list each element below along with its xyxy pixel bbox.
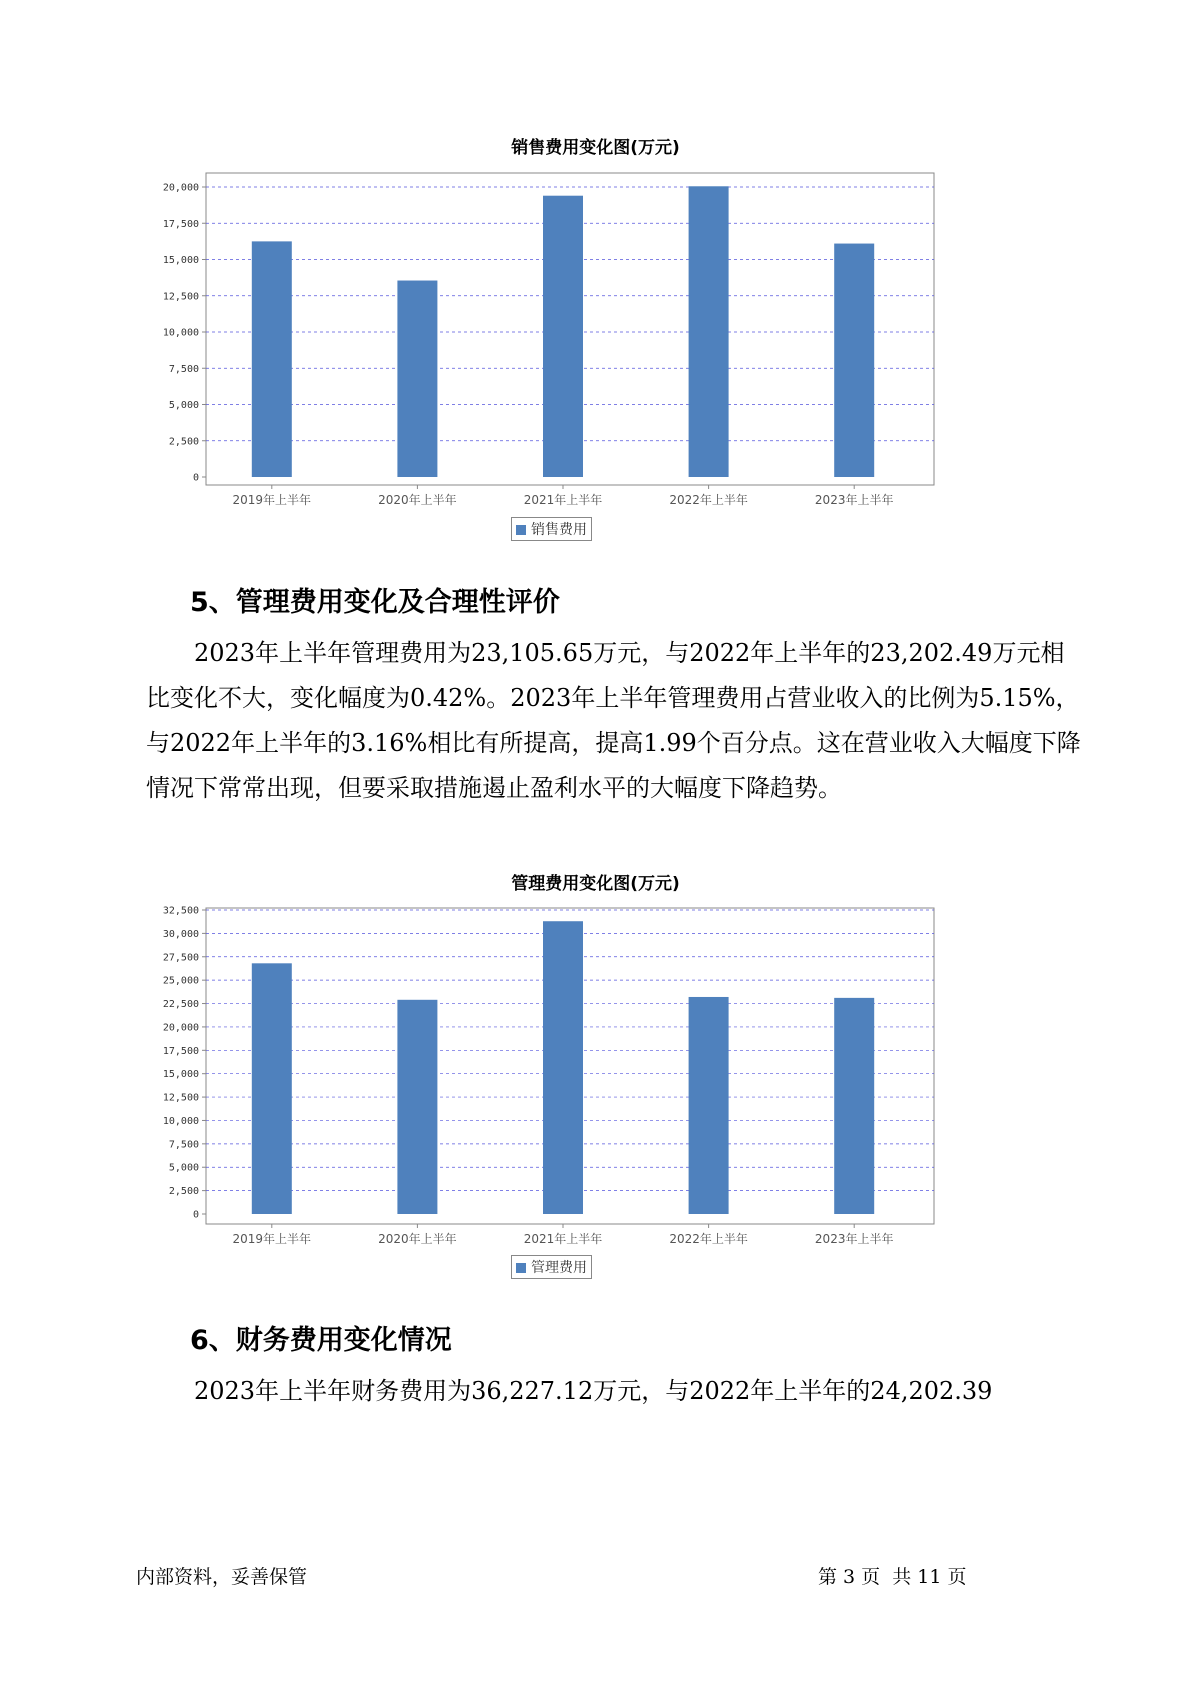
chart-legend bbox=[511, 1255, 592, 1279]
y-tick-label: 10,000 bbox=[162, 327, 199, 339]
y-tick-label: 30,000 bbox=[162, 928, 199, 940]
y-tick-label: 12,500 bbox=[162, 1092, 199, 1104]
y-tick-label: 32,500 bbox=[162, 905, 199, 917]
legend-label: 销售费用 bbox=[531, 522, 587, 538]
y-tick-label: 15,000 bbox=[162, 255, 199, 266]
bar bbox=[397, 1000, 437, 1214]
y-tick-label: 17,500 bbox=[162, 218, 199, 230]
footer-left: 内部资料，妥善保管 bbox=[136, 1566, 308, 1588]
y-tick-label: 27,500 bbox=[162, 952, 199, 964]
y-tick-label: 10,000 bbox=[162, 1115, 199, 1127]
y-tick-label: 22,500 bbox=[162, 999, 199, 1011]
y-tick-label: 20,000 bbox=[162, 182, 199, 194]
footer-right: 第 3 页 共 11 页 bbox=[818, 1566, 967, 1588]
x-category-label: 2019年上半年 bbox=[232, 1232, 312, 1246]
x-category-label: 2021年上半年 bbox=[523, 493, 603, 507]
legend-label: 管理费用 bbox=[531, 1260, 587, 1276]
y-tick-label: 12,500 bbox=[162, 291, 199, 303]
bar bbox=[689, 997, 729, 1214]
bar bbox=[252, 963, 292, 1214]
y-tick-label: 7,500 bbox=[168, 363, 199, 375]
x-category-label: 2019年上半年 bbox=[232, 493, 312, 507]
bar bbox=[834, 998, 874, 1214]
x-category-label: 2022年上半年 bbox=[669, 493, 748, 507]
x-category-label: 2020年上半年 bbox=[378, 493, 457, 507]
section-6-heading: 6、财务费用变化情况 bbox=[190, 1325, 452, 1356]
y-tick-label: 15,000 bbox=[162, 1069, 199, 1081]
y-tick-label: 17,500 bbox=[162, 1045, 199, 1057]
legend-swatch bbox=[516, 1263, 526, 1273]
y-tick-label: 2,500 bbox=[168, 1186, 199, 1198]
y-tick-label: 5,000 bbox=[168, 400, 199, 411]
x-category-label: 2021年上半年 bbox=[523, 1232, 603, 1246]
x-category-label: 2023年上半年 bbox=[814, 493, 894, 507]
x-category-label: 2020年上半年 bbox=[378, 1232, 457, 1246]
paragraph-text: 2023年上半年财务费用为36,227.12万元，与2022年上半年的24,202.39 bbox=[194, 1377, 993, 1405]
section-6-paragraph bbox=[146, 1369, 1081, 1414]
bar bbox=[543, 921, 583, 1214]
chart-title: 销售费用变化图(万元) bbox=[511, 138, 680, 158]
y-tick-label: 5,000 bbox=[168, 1162, 199, 1174]
section-5-heading: 5、管理费用变化及合理性评价 bbox=[190, 587, 560, 618]
paragraph-text: 2023年上半年管理费用为23,105.65万元，与2022年上半年的23,202.49万元相比变化不大，变化幅度为0.42%。2023年上半年管理费用占营业收入的比例为5.15%，与2022年上半年的3.16%相比有所提高，提高1.99个百分点。这在营业收入大幅度下降情况下常常出现，但要采取措施遏止盈利水平的大幅度下降趋势。 bbox=[146, 639, 1081, 802]
y-tick-label: 0 bbox=[192, 472, 199, 484]
y-tick-label: 2,500 bbox=[168, 436, 199, 448]
chart-title: 管理费用变化图(万元) bbox=[511, 874, 680, 894]
x-category-label: 2023年上半年 bbox=[814, 1232, 894, 1246]
y-tick-label: 7,500 bbox=[168, 1139, 199, 1151]
x-category-label: 2022年上半年 bbox=[669, 1232, 748, 1246]
y-tick-label: 20,000 bbox=[162, 1022, 199, 1034]
y-tick-label: 0 bbox=[192, 1209, 199, 1221]
y-tick-label: 25,000 bbox=[162, 975, 199, 987]
